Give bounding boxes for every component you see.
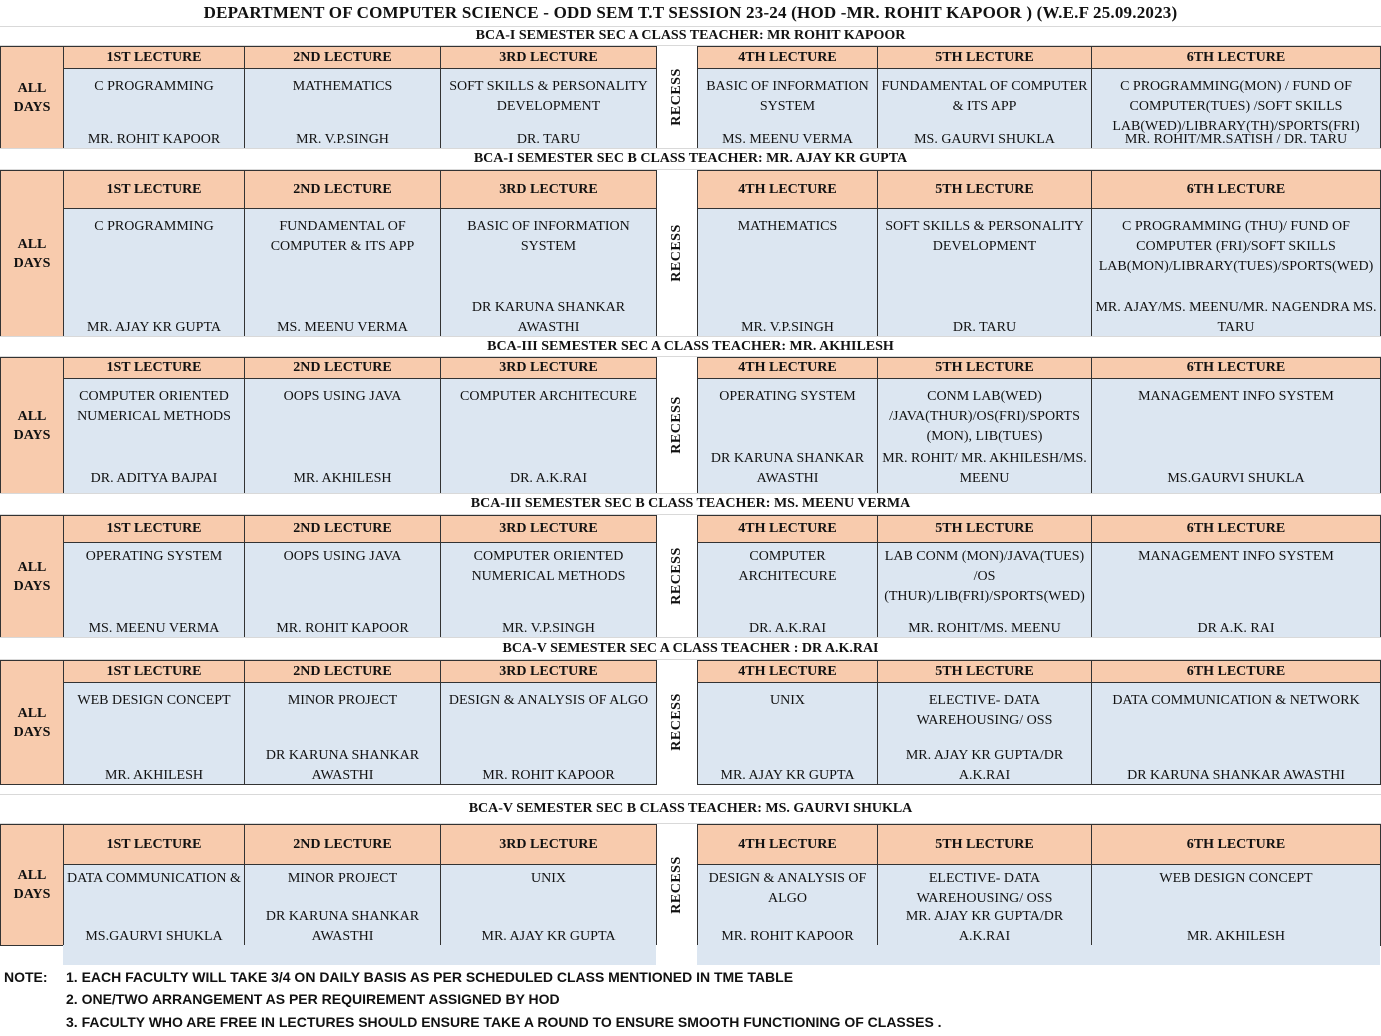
all-days-label [0, 515, 64, 638]
all-days-label [0, 660, 64, 785]
lecture-header: 3RD LECTURE [440, 357, 657, 379]
subject-name: MATHEMATICS [292, 79, 393, 94]
lecture-header: 4TH LECTURE [697, 46, 878, 69]
subject-name: ELECTIVE- DATA WAREHOUSING/ OSS [916, 871, 1053, 906]
teacher-name: DR KARUNA SHANKAR AWASTHI [1127, 768, 1345, 783]
teacher-name: MS. MEENU VERMA [277, 320, 408, 335]
recess-column [656, 46, 697, 148]
teacher-name: DR KARUNA SHANKAR AWASTHI [710, 451, 865, 486]
teacher-name: MR. ROHIT KAPOOR [721, 929, 854, 944]
subject-name: MINOR PROJECT [287, 871, 398, 886]
recess-label: RECESS [668, 396, 684, 454]
lecture-slot [63, 864, 245, 946]
subject-name: OPERATING SYSTEM [719, 389, 856, 404]
lecture-slot [877, 208, 1092, 337]
lecture-slot [63, 378, 245, 494]
subject-name: MATHEMATICS [737, 219, 838, 234]
all-days-text: ALL DAYS [13, 408, 51, 443]
teacher-name: MR. AJAY/MS. MEENU/MR. NAGENDRA MS. TARU [1095, 300, 1377, 335]
lecture-header: 6TH LECTURE [1091, 46, 1381, 69]
teacher-name: MR. AJAY KR GUPTA [87, 320, 221, 335]
all-days-text: ALL DAYS [13, 868, 51, 902]
teacher-name: MR. ROHIT/MR.SATISH / DR. TARU [1124, 132, 1348, 147]
subject-name: BASIC OF INFORMATION SYSTEM [467, 219, 630, 254]
teacher-name: MR. AJAY KR GUPTA [720, 768, 855, 783]
lecture-header: 1ST LECTURE [63, 46, 245, 69]
lecture-slot [244, 542, 441, 638]
teacher-name: MR. AJAY KR GUPTA/DR A.K.RAI [905, 748, 1064, 783]
recess-label: RECESS [668, 224, 684, 282]
lecture-slot [440, 864, 657, 946]
lecture-header: 6TH LECTURE [1091, 357, 1381, 379]
note-item: 3. FACULTY WHO ARE FREE IN LECTURES SHOULD ENSURE TAKE A ROUND TO ENSURE SMOOTH FUNCTIONING OF CLASSES . [66, 1014, 942, 1030]
lecture-slot [877, 68, 1092, 149]
subject-name: LAB CONM (MON)/JAVA(TUES) /OS (THUR)/LIB(FRI)/SPORTS(WED) [884, 549, 1085, 604]
lecture-header: 2ND LECTURE [244, 824, 441, 865]
lecture-slot [440, 682, 657, 785]
lecture-slot [244, 208, 441, 337]
lecture-header: 2ND LECTURE [244, 46, 441, 69]
lecture-slot [244, 864, 441, 946]
lecture-slot [877, 864, 1092, 946]
teacher-name: DR A.K. RAI [1197, 621, 1275, 636]
subject-name: CONM LAB(WED) /JAVA(THUR)/OS(FRI)/SPORTS (MON), LIB(TUES) [889, 389, 1080, 444]
recess-label: RECESS [668, 855, 684, 914]
lecture-header: 4TH LECTURE [697, 515, 878, 543]
subject-name: C PROGRAMMING [94, 79, 214, 94]
lecture-slot [697, 864, 878, 946]
recess-column [656, 170, 697, 336]
teacher-name: MR. V.P.SINGH [296, 132, 389, 147]
teacher-name: MR. ROHIT/MS. MEENU [908, 621, 1061, 636]
section-heading: BCA-III SEMESTER SEC A CLASS TEACHER: MR. AKHILESH [0, 336, 1381, 357]
subject-name: DESIGN & ANALYSIS OF ALGO [708, 871, 867, 906]
teacher-name: MS. MEENU VERMA [88, 621, 220, 636]
subject-name: SOFT SKILLS & PERSONALITY DEVELOPMENT [885, 219, 1084, 254]
subject-name: MANAGEMENT INFO SYSTEM [1138, 389, 1334, 404]
lecture-header: 2ND LECTURE [244, 515, 441, 543]
lecture-header: 2ND LECTURE [244, 357, 441, 379]
lecture-header: 2ND LECTURE [244, 660, 441, 683]
subject-name: OOPS USING JAVA [283, 389, 402, 404]
bottom-strip [63, 945, 1380, 965]
all-days-label [0, 824, 64, 946]
teacher-name: MR. AJAY KR GUPTA/DR A.K.RAI [905, 909, 1064, 944]
lecture-slot [63, 682, 245, 785]
lecture-header: 4TH LECTURE [697, 357, 878, 379]
subject-name: BASIC OF INFORMATION SYSTEM [706, 79, 869, 114]
subject-name: COMPUTER ORIENTED NUMERICAL METHODS [471, 549, 626, 584]
lecture-slot [697, 682, 878, 785]
lecture-slot [1091, 208, 1381, 337]
teacher-name: MS.GAURVI SHUKLA [1167, 471, 1305, 486]
lecture-slot [440, 68, 657, 149]
all-days-text: ALL DAYS [13, 80, 51, 115]
lecture-slot [877, 378, 1092, 494]
subject-name: C PROGRAMMING (THU)/ FUND OF COMPUTER (FRI)/SOFT SKILLS LAB(MON)/LIBRARY(TUES)/SPORTS(WED) [1098, 219, 1374, 274]
all-days-label [0, 357, 64, 494]
recess-label: RECESS [668, 693, 684, 751]
subject-name: COMPUTER ORIENTED NUMERICAL METHODS [77, 389, 231, 424]
lecture-header: 1ST LECTURE [63, 515, 245, 543]
subject-name: C PROGRAMMING [94, 219, 214, 234]
lecture-header: 5TH LECTURE [877, 824, 1092, 865]
section-heading: BCA-I SEMESTER SEC B CLASS TEACHER: MR. AJAY KR GUPTA [0, 148, 1381, 170]
lecture-slot [440, 208, 657, 337]
teacher-name: DR. TARU [952, 320, 1017, 335]
teacher-name: MS.GAURVI SHUKLA [85, 929, 223, 944]
subject-name: COMPUTER ARCHITECURE [460, 389, 637, 404]
lecture-slot [244, 682, 441, 785]
note-item: 2. ONE/TWO ARRANGEMENT AS PER REQUIREMENT ASSIGNED BY HOD [66, 991, 560, 1007]
all-days-text: ALL DAYS [13, 236, 51, 271]
lecture-header: 1ST LECTURE [63, 824, 245, 865]
section-heading: BCA-V SEMESTER SEC B CLASS TEACHER: MS. GAURVI SHUKLA [0, 794, 1381, 824]
subject-name: OPERATING SYSTEM [85, 549, 223, 564]
lecture-header: 6TH LECTURE [1091, 660, 1381, 683]
subject-name: ELECTIVE- DATA WAREHOUSING/ OSS [916, 693, 1053, 728]
lecture-header: 6TH LECTURE [1091, 515, 1381, 543]
lecture-slot [63, 208, 245, 337]
note-item: 1. EACH FACULTY WILL TAKE 3/4 ON DAILY BASIS AS PER SCHEDULED CLASS MENTIONED IN TME TABLE [66, 969, 794, 985]
teacher-name: DR KARUNA SHANKAR AWASTHI [265, 748, 420, 783]
page-title: DEPARTMENT OF COMPUTER SCIENCE - ODD SEM T.T SESSION 23-24 (HOD -MR. ROHIT KAPOOR ) (W.E.F 25.09.2023) [203, 3, 1178, 22]
lecture-header: 6TH LECTURE [1091, 170, 1381, 209]
subject-name: WEB DESIGN CONCEPT [1159, 871, 1313, 886]
lecture-slot [697, 542, 878, 638]
subject-name: DATA COMMUNICATION & [67, 871, 241, 886]
teacher-name: DR. ADITYA BAJPAI [90, 471, 218, 486]
subject-name: MANAGEMENT INFO SYSTEM [1138, 549, 1334, 564]
lecture-header: 3RD LECTURE [440, 515, 657, 543]
lecture-header: 4TH LECTURE [697, 170, 878, 209]
lecture-slot [877, 542, 1092, 638]
teacher-name: MR. V.P.SINGH [502, 621, 595, 636]
recess-label: RECESS [668, 547, 684, 605]
lecture-slot [1091, 68, 1381, 149]
recess-column [656, 660, 697, 784]
subject-name: OOPS USING JAVA [283, 549, 402, 564]
subject-name: FUNDAMENTAL OF COMPUTER & ITS APP [881, 79, 1088, 114]
lecture-header: 5TH LECTURE [877, 46, 1092, 69]
teacher-name: MR. AKHILESH [293, 471, 392, 486]
subject-name: MINOR PROJECT [287, 693, 398, 708]
teacher-name: MR. AKHILESH [104, 768, 203, 783]
subject-name: UNIX [770, 693, 805, 708]
section-heading: BCA-I SEMESTER SEC A CLASS TEACHER: MR ROHIT KAPOOR [0, 26, 1381, 46]
recess-column [656, 357, 697, 493]
recess-label: RECESS [668, 68, 684, 126]
lecture-header: 1ST LECTURE [63, 357, 245, 379]
subject-name: UNIX [531, 871, 566, 886]
lecture-slot [1091, 378, 1381, 494]
subject-name: DATA COMMUNICATION & NETWORK [1112, 693, 1360, 708]
all-days-text: ALL DAYS [13, 559, 51, 594]
lecture-header: 4TH LECTURE [697, 824, 878, 865]
bottom-strip-recess [656, 945, 697, 965]
teacher-name: DR. TARU [516, 132, 581, 147]
lecture-slot [877, 682, 1092, 785]
lecture-slot [697, 378, 878, 494]
lecture-header: 2ND LECTURE [244, 170, 441, 209]
lecture-slot [1091, 682, 1381, 785]
teacher-name: DR KARUNA SHANKAR AWASTHI [471, 300, 626, 335]
teacher-name: MR. ROHIT KAPOOR [87, 132, 221, 147]
lecture-header: 3RD LECTURE [440, 46, 657, 69]
teacher-name: MR. AKHILESH [1186, 929, 1285, 944]
recess-column [656, 515, 697, 637]
lecture-slot [63, 68, 245, 149]
lecture-header: 5TH LECTURE [877, 357, 1092, 379]
lecture-slot [440, 378, 657, 494]
subject-name: SOFT SKILLS & PERSONALITY DEVELOPMENT [449, 79, 648, 114]
lecture-header: 1ST LECTURE [63, 660, 245, 683]
teacher-name: DR. A.K.RAI [509, 471, 587, 486]
lecture-slot [697, 68, 878, 149]
subject-name: FUNDAMENTAL OF COMPUTER & ITS APP [270, 219, 415, 254]
teacher-name: MS. GAURVI SHUKLA [914, 132, 1055, 147]
lecture-header: 5TH LECTURE [877, 660, 1092, 683]
lecture-header: 3RD LECTURE [440, 660, 657, 683]
lecture-slot [244, 378, 441, 494]
section-heading: BCA-III SEMESTER SEC B CLASS TEACHER: MS. MEENU VERMA [0, 493, 1381, 515]
subject-name: WEB DESIGN CONCEPT [77, 693, 231, 708]
teacher-name: MR. ROHIT KAPOOR [482, 768, 615, 783]
teacher-name: DR KARUNA SHANKAR AWASTHI [265, 909, 420, 944]
lecture-slot [697, 208, 878, 337]
recess-column [656, 824, 697, 945]
section-heading: BCA-V SEMESTER SEC A CLASS TEACHER : DR A.K.RAI [0, 637, 1381, 660]
subject-name: DESIGN & ANALYSIS OF ALGO [448, 693, 649, 708]
teacher-name: MR. V.P.SINGH [741, 320, 834, 335]
subject-name: COMPUTER ARCHITECURE [738, 549, 837, 584]
lecture-slot [440, 542, 657, 638]
all-days-text: ALL DAYS [13, 705, 51, 740]
teacher-name: MR. AJAY KR GUPTA [481, 929, 616, 944]
teacher-name: MR. ROHIT KAPOOR [276, 621, 409, 636]
lecture-slot [244, 68, 441, 149]
lecture-header: 3RD LECTURE [440, 824, 657, 865]
lecture-header: 4TH LECTURE [697, 660, 878, 683]
lecture-header: 3RD LECTURE [440, 170, 657, 209]
notes-label: NOTE: [4, 969, 48, 985]
subject-name: C PROGRAMMING(MON) / FUND OF COMPUTER(TUES) /SOFT SKILLS LAB(WED)/LIBRARY(TH)/SPORTS(FRI) [1112, 79, 1360, 134]
teacher-name: DR. A.K.RAI [748, 621, 826, 636]
lecture-header: 5TH LECTURE [877, 515, 1092, 543]
lecture-header: 5TH LECTURE [877, 170, 1092, 209]
lecture-slot [1091, 864, 1381, 946]
teacher-name: MR. ROHIT/ MR. AKHILESH/MS. MEENU [882, 451, 1087, 486]
lecture-slot [63, 542, 245, 638]
all-days-label [0, 170, 64, 337]
teacher-name: MS. MEENU VERMA [722, 132, 853, 147]
all-days-label [0, 46, 64, 149]
lecture-header: 1ST LECTURE [63, 170, 245, 209]
lecture-header: 6TH LECTURE [1091, 824, 1381, 865]
lecture-slot [1091, 542, 1381, 638]
